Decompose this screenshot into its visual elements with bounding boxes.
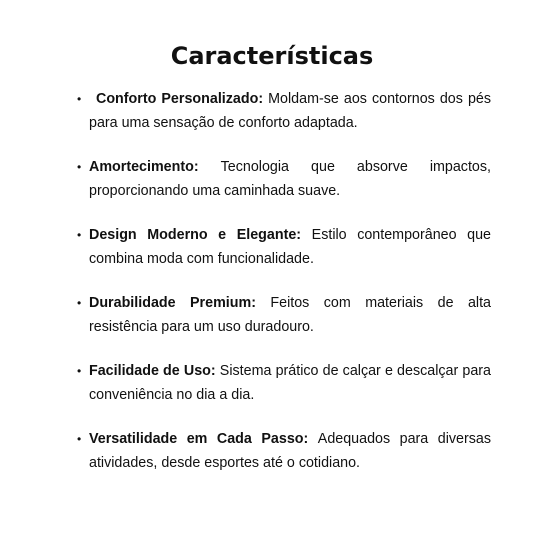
list-item [77,155,491,203]
list-item [77,291,491,339]
feature-name: Durabilidade Premium: [89,295,271,311]
feature-description: Sistema prático de calçar e descalçar para conveniência no dia a dia. [89,363,491,403]
feature-name: Amortecimento: [89,159,221,175]
bullet-icon: • [77,228,82,242]
bullet-icon: • [77,432,82,446]
bullet-icon: • [77,364,82,378]
list-item [77,223,491,271]
bullet-icon: • [77,296,82,310]
list-item [77,359,491,407]
feature-list [77,87,491,495]
feature-description: Adequados para diversas atividades, desde esportes até o cotidiano. [89,431,492,471]
feature-description: Feitos com materiais de alta resistência para um uso duradouro. [89,295,491,335]
list-item [77,87,491,135]
feature-description: Moldam-se aos contornos dos pés para uma sensação de conforto adaptada. [89,91,491,131]
list-item [77,427,491,475]
bullet-icon: • [77,92,82,106]
feature-name: Facilidade de Uso: [89,363,220,379]
feature-name: Versatilidade em Cada Passo: [89,431,318,447]
feature-name: Conforto Personalizado: [96,91,269,107]
feature-description: Estilo contemporâneo que combina moda com funcionalidade. [89,227,491,267]
feature-name: Design Moderno e Elegante: [89,227,312,243]
feature-description: Tecnologia que absorve impactos, proporcionando uma caminhada suave. [89,159,492,199]
bullet-icon: • [77,160,82,174]
page-title: Características [170,42,374,70]
